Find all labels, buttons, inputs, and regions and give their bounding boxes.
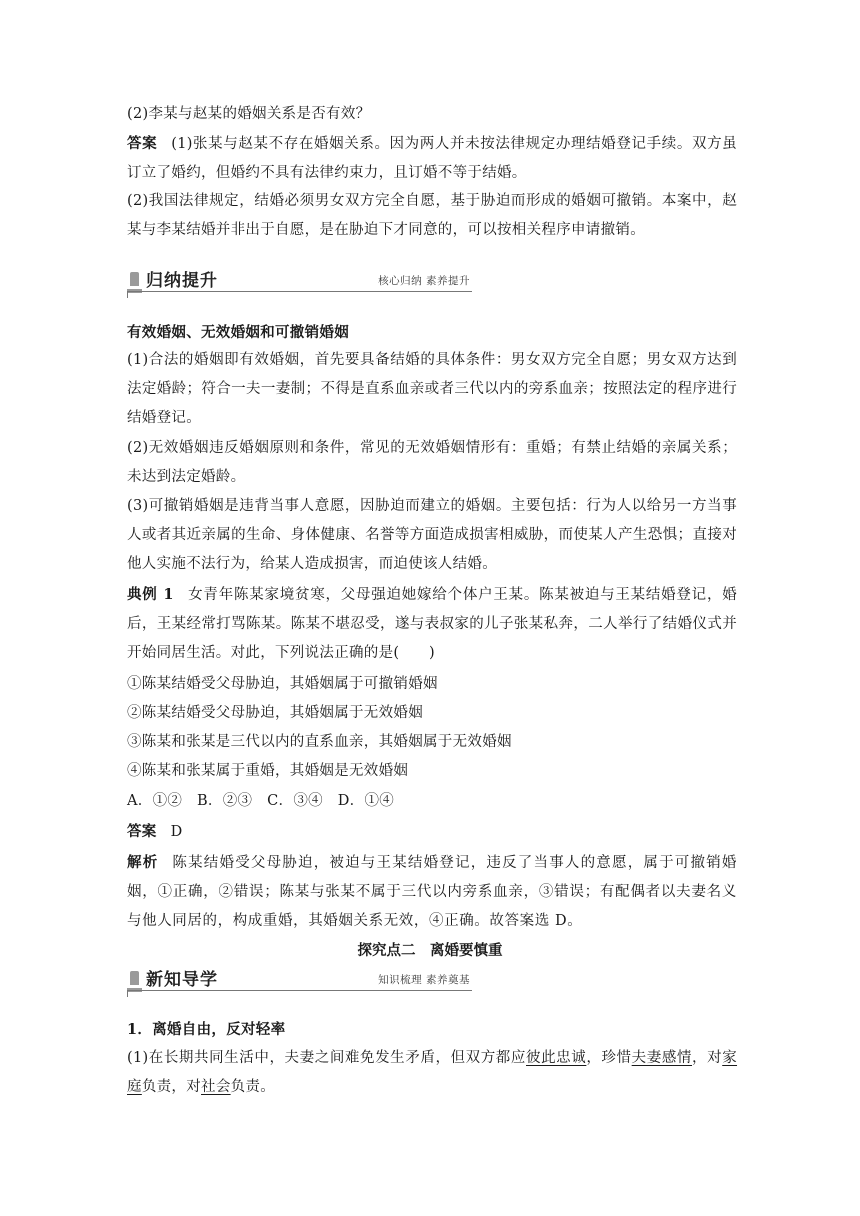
answer-label: 答案 — [127, 135, 158, 152]
summary-paragraph-1: (1)合法的婚姻即有效婚姻，首先要具备结婚的具体条件：男女双方完全自愿；男女双方达到法定婚龄；符合一夫一妻制；不得是直系血亲或者三代以内的旁系血亲；按照法定的程序进行结婚登记。 — [127, 352, 737, 426]
example-paragraph — [127, 580, 737, 668]
blank-answer-2: 夫妻感情 — [631, 1050, 693, 1066]
blank-answer-3: 家庭 — [127, 1050, 738, 1095]
answer-paragraph-2: (2)我国法律规定，结婚必须男女双方完全自愿，基于胁迫而形成的婚姻可撤销。本案中，赵某与李某结婚并非出于自愿，是在胁迫下才同意的，可以按相关程序申请撤销。 — [127, 193, 737, 238]
banner-rule — [127, 990, 472, 991]
banner-subtitle: 知识梳理 素养奠基 — [378, 974, 470, 986]
item-1-text-c: ，对 — [692, 1050, 723, 1066]
question-2: (2)李某与赵某的婚姻关系是否有效？ — [127, 106, 371, 122]
bookmark-icon — [130, 971, 139, 985]
option-2: ②陈某结婚受父母胁迫，其婚姻属于无效婚姻 — [127, 705, 423, 721]
item-1-text-b: ，珍惜 — [586, 1050, 632, 1066]
option-3: ③陈某和张某是三代以内的直系血亲，其婚姻属于无效婚姻 — [127, 734, 512, 750]
option-4: ④陈某和张某属于重婚，其婚姻是无效婚姻 — [127, 763, 409, 779]
item-1-title: 1．离婚自由，反对轻率 — [127, 1021, 286, 1038]
section-banner-new-knowledge — [127, 965, 472, 991]
bookmark-icon — [130, 272, 139, 286]
analysis-label: 解析 — [127, 854, 159, 871]
answer-paragraph-1 — [127, 129, 737, 188]
blank-answer-4: 社会 — [201, 1079, 231, 1095]
banner-rule — [127, 291, 472, 292]
answer-value: D — [170, 824, 183, 840]
banner-rule-tick — [127, 291, 128, 298]
answer-line — [127, 817, 183, 847]
analysis-paragraph — [127, 848, 737, 936]
example-label: 典例 1 — [127, 586, 174, 603]
banner-title: 归纳提升 — [146, 271, 218, 291]
choices: A．①② B．②③ C．③④ D．①④ — [127, 793, 395, 809]
section-banner-summary — [127, 266, 472, 292]
blank-answer-1: 彼此忠诚 — [526, 1050, 587, 1066]
analysis-text: 陈某结婚受父母胁迫，被迫与王某结婚登记，违反了当事人的意愿，属于可撤销婚姻，①正确，②错误；陈某与张某不属于三代以内旁系血亲，③错误；有配偶者以夫妻名义与他人同居的，构成重婚，其婚姻关系无效，④正确。故答案选 D。 — [127, 855, 737, 929]
banner-rule-tick — [127, 990, 128, 997]
example-text: 女青年陈某家境贫寒，父母强迫她嫁给个体户王某。陈某被迫与王某结婚登记，婚后，王某经常打骂陈某。陈某不堪忍受，遂与表叔家的儿子张某私奔，二人举行了结婚仪式并开始同居生活。对此，下列说法正确的是( ) — [127, 587, 738, 661]
banner-subtitle: 核心归纳 素养提升 — [378, 275, 470, 287]
summary-paragraph-2: (2)无效婚姻违反婚姻原则和条件，常见的无效婚姻情形有：重婚；有禁止结婚的亲属关系；未达到法定婚龄。 — [127, 440, 737, 485]
section-title: 有效婚姻、无效婚姻和可撤销婚姻 — [127, 324, 349, 341]
item-1-paragraph — [127, 1044, 737, 1102]
item-1-text-a: (1)在长期共同生活中，夫妻之间难免发生矛盾，但双方都应 — [127, 1050, 526, 1066]
answer-text-1: (1)张某与赵某不存在婚姻关系。因为两人并未按法律规定办理结婚登记手续。双方虽订立了婚约，但婚约不具有法律约束力，且订婚不等于结婚。 — [127, 136, 737, 181]
item-1-text-d: 负责，对 — [141, 1079, 202, 1095]
summary-paragraph-3: (3)可撤销婚姻是违背当事人意愿，因胁迫而建立的婚姻。主要包括：行为人以给另一方当事人或者其近亲属的生命、身体健康、名誉等方面造成损害相威胁，而使某人产生恐惧；直接对他人实施不法行为，给某人造成损害，而迫使该人结婚。 — [127, 498, 737, 572]
option-1: ①陈某结婚受父母胁迫，其婚姻属于可撤销婚姻 — [127, 676, 438, 692]
explore-heading: 探究点二 离婚要慎重 — [357, 942, 503, 959]
banner-title: 新知导学 — [146, 970, 218, 990]
answer-label-2: 答案 — [127, 823, 157, 840]
item-1-text-e: 负责。 — [230, 1079, 276, 1095]
